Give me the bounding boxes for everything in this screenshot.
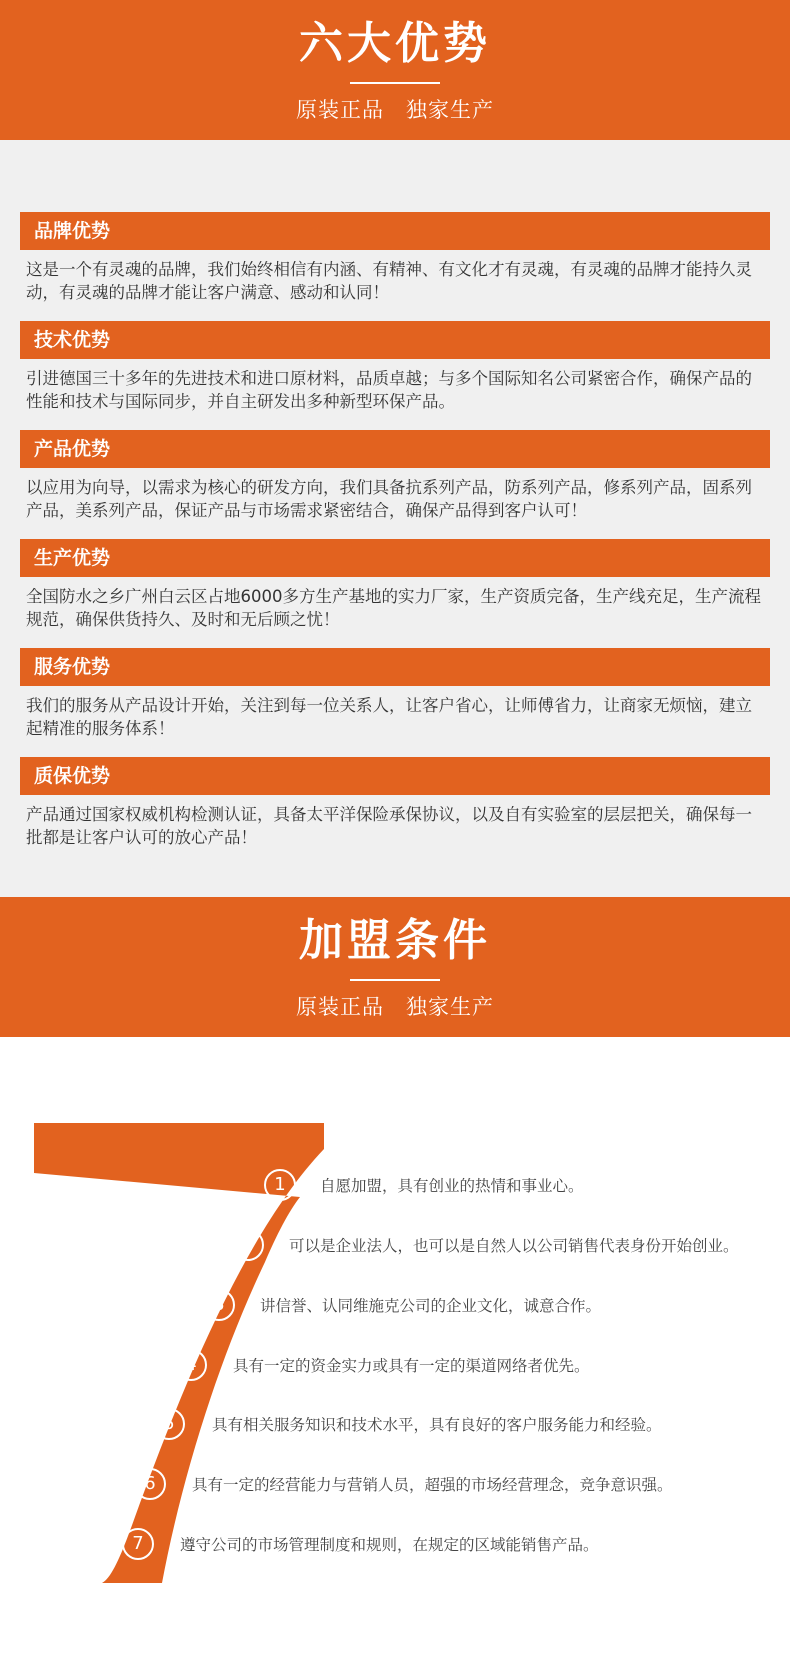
advantage-heading: 产品优势 bbox=[20, 430, 770, 468]
condition-number: 1 bbox=[264, 1169, 296, 1201]
advantage-item bbox=[20, 648, 770, 740]
advantage-item bbox=[20, 539, 770, 631]
condition-text: 自愿加盟，具有创业的热情和事业心。 bbox=[320, 1177, 584, 1195]
join-banner bbox=[0, 897, 790, 1037]
advantage-text: 我们的服务从产品设计开始，关注到每一位关系人，让客户省心，让师傅省力，让商家无烦恼，建立起精准的服务体系！ bbox=[26, 696, 752, 738]
condition-number: 2 bbox=[232, 1229, 264, 1261]
advantage-text: 以应用为向导，以需求为核心的研发方向，我们具备抗系列产品，防系列产品，修系列产品，固系列产品，美系列产品，保证产品与市场需求紧密结合，确保产品得到客户认可！ bbox=[26, 478, 752, 520]
condition-text: 讲信誉、认同维施克公司的企业文化，诚意合作。 bbox=[260, 1297, 602, 1315]
title-divider bbox=[350, 979, 440, 981]
advantage-heading: 生产优势 bbox=[20, 539, 770, 577]
condition-number: 4 bbox=[175, 1349, 207, 1381]
advantage-heading: 服务优势 bbox=[20, 648, 770, 686]
advantages-subtitle: 原装正品 独家生产 bbox=[296, 98, 494, 122]
title-divider bbox=[350, 82, 440, 84]
condition-number: 3 bbox=[203, 1289, 235, 1321]
seven-graphic bbox=[0, 1037, 790, 1597]
condition-text: 具有一定的经营能力与营销人员，超强的市场经营理念，竞争意识强。 bbox=[192, 1476, 673, 1494]
join-title: 加盟条件 bbox=[299, 915, 491, 966]
advantages-section bbox=[0, 140, 790, 897]
advantage-text: 引进德国三十多年的先进技术和进口原材料，品质卓越；与多个国际知名公司紧密合作，确保产品的性能和技术与国际同步，并自主研发出多种新型环保产品。 bbox=[26, 369, 752, 411]
advantage-item bbox=[20, 757, 770, 849]
condition-number: 7 bbox=[122, 1528, 154, 1560]
advantage-heading: 技术优势 bbox=[20, 321, 770, 359]
advantage-text: 全国防水之乡广州白云区占地6000多方生产基地的实力厂家，生产资质完备，生产线充足，生产流程规范，确保供货持久、及时和无后顾之忧！ bbox=[26, 587, 761, 629]
advantage-text: 产品通过国家权威机构检测认证，具备太平洋保险承保协议，以及自有实验室的层层把关，确保每一批都是让客户认可的放心产品！ bbox=[26, 805, 752, 847]
condition-text: 可以是企业法人，也可以是自然人以公司销售代表身份开始创业。 bbox=[289, 1237, 739, 1255]
join-conditions-section bbox=[0, 1037, 790, 1597]
advantage-item bbox=[20, 321, 770, 413]
advantage-text: 这是一个有灵魂的品牌，我们始终相信有内涵、有精神、有文化才有灵魂，有灵魂的品牌才能持久灵动，有灵魂的品牌才能让客户满意、感动和认同！ bbox=[26, 260, 752, 302]
condition-number: 6 bbox=[134, 1468, 166, 1500]
advantage-item bbox=[20, 212, 770, 304]
condition-text: 具有一定的资金实力或具有一定的渠道网络者优先。 bbox=[233, 1357, 590, 1375]
join-subtitle: 原装正品 独家生产 bbox=[296, 995, 494, 1019]
condition-number: 5 bbox=[153, 1408, 185, 1440]
condition-text: 遵守公司的市场管理制度和规则，在规定的区域能销售产品。 bbox=[180, 1536, 599, 1554]
advantages-banner bbox=[0, 0, 790, 140]
condition-text: 具有相关服务知识和技术水平，具有良好的客户服务能力和经验。 bbox=[212, 1416, 662, 1434]
advantages-title: 六大优势 bbox=[299, 18, 491, 69]
advantage-heading: 品牌优势 bbox=[20, 212, 770, 250]
advantage-heading: 质保优势 bbox=[20, 757, 770, 795]
advantage-item bbox=[20, 430, 770, 522]
